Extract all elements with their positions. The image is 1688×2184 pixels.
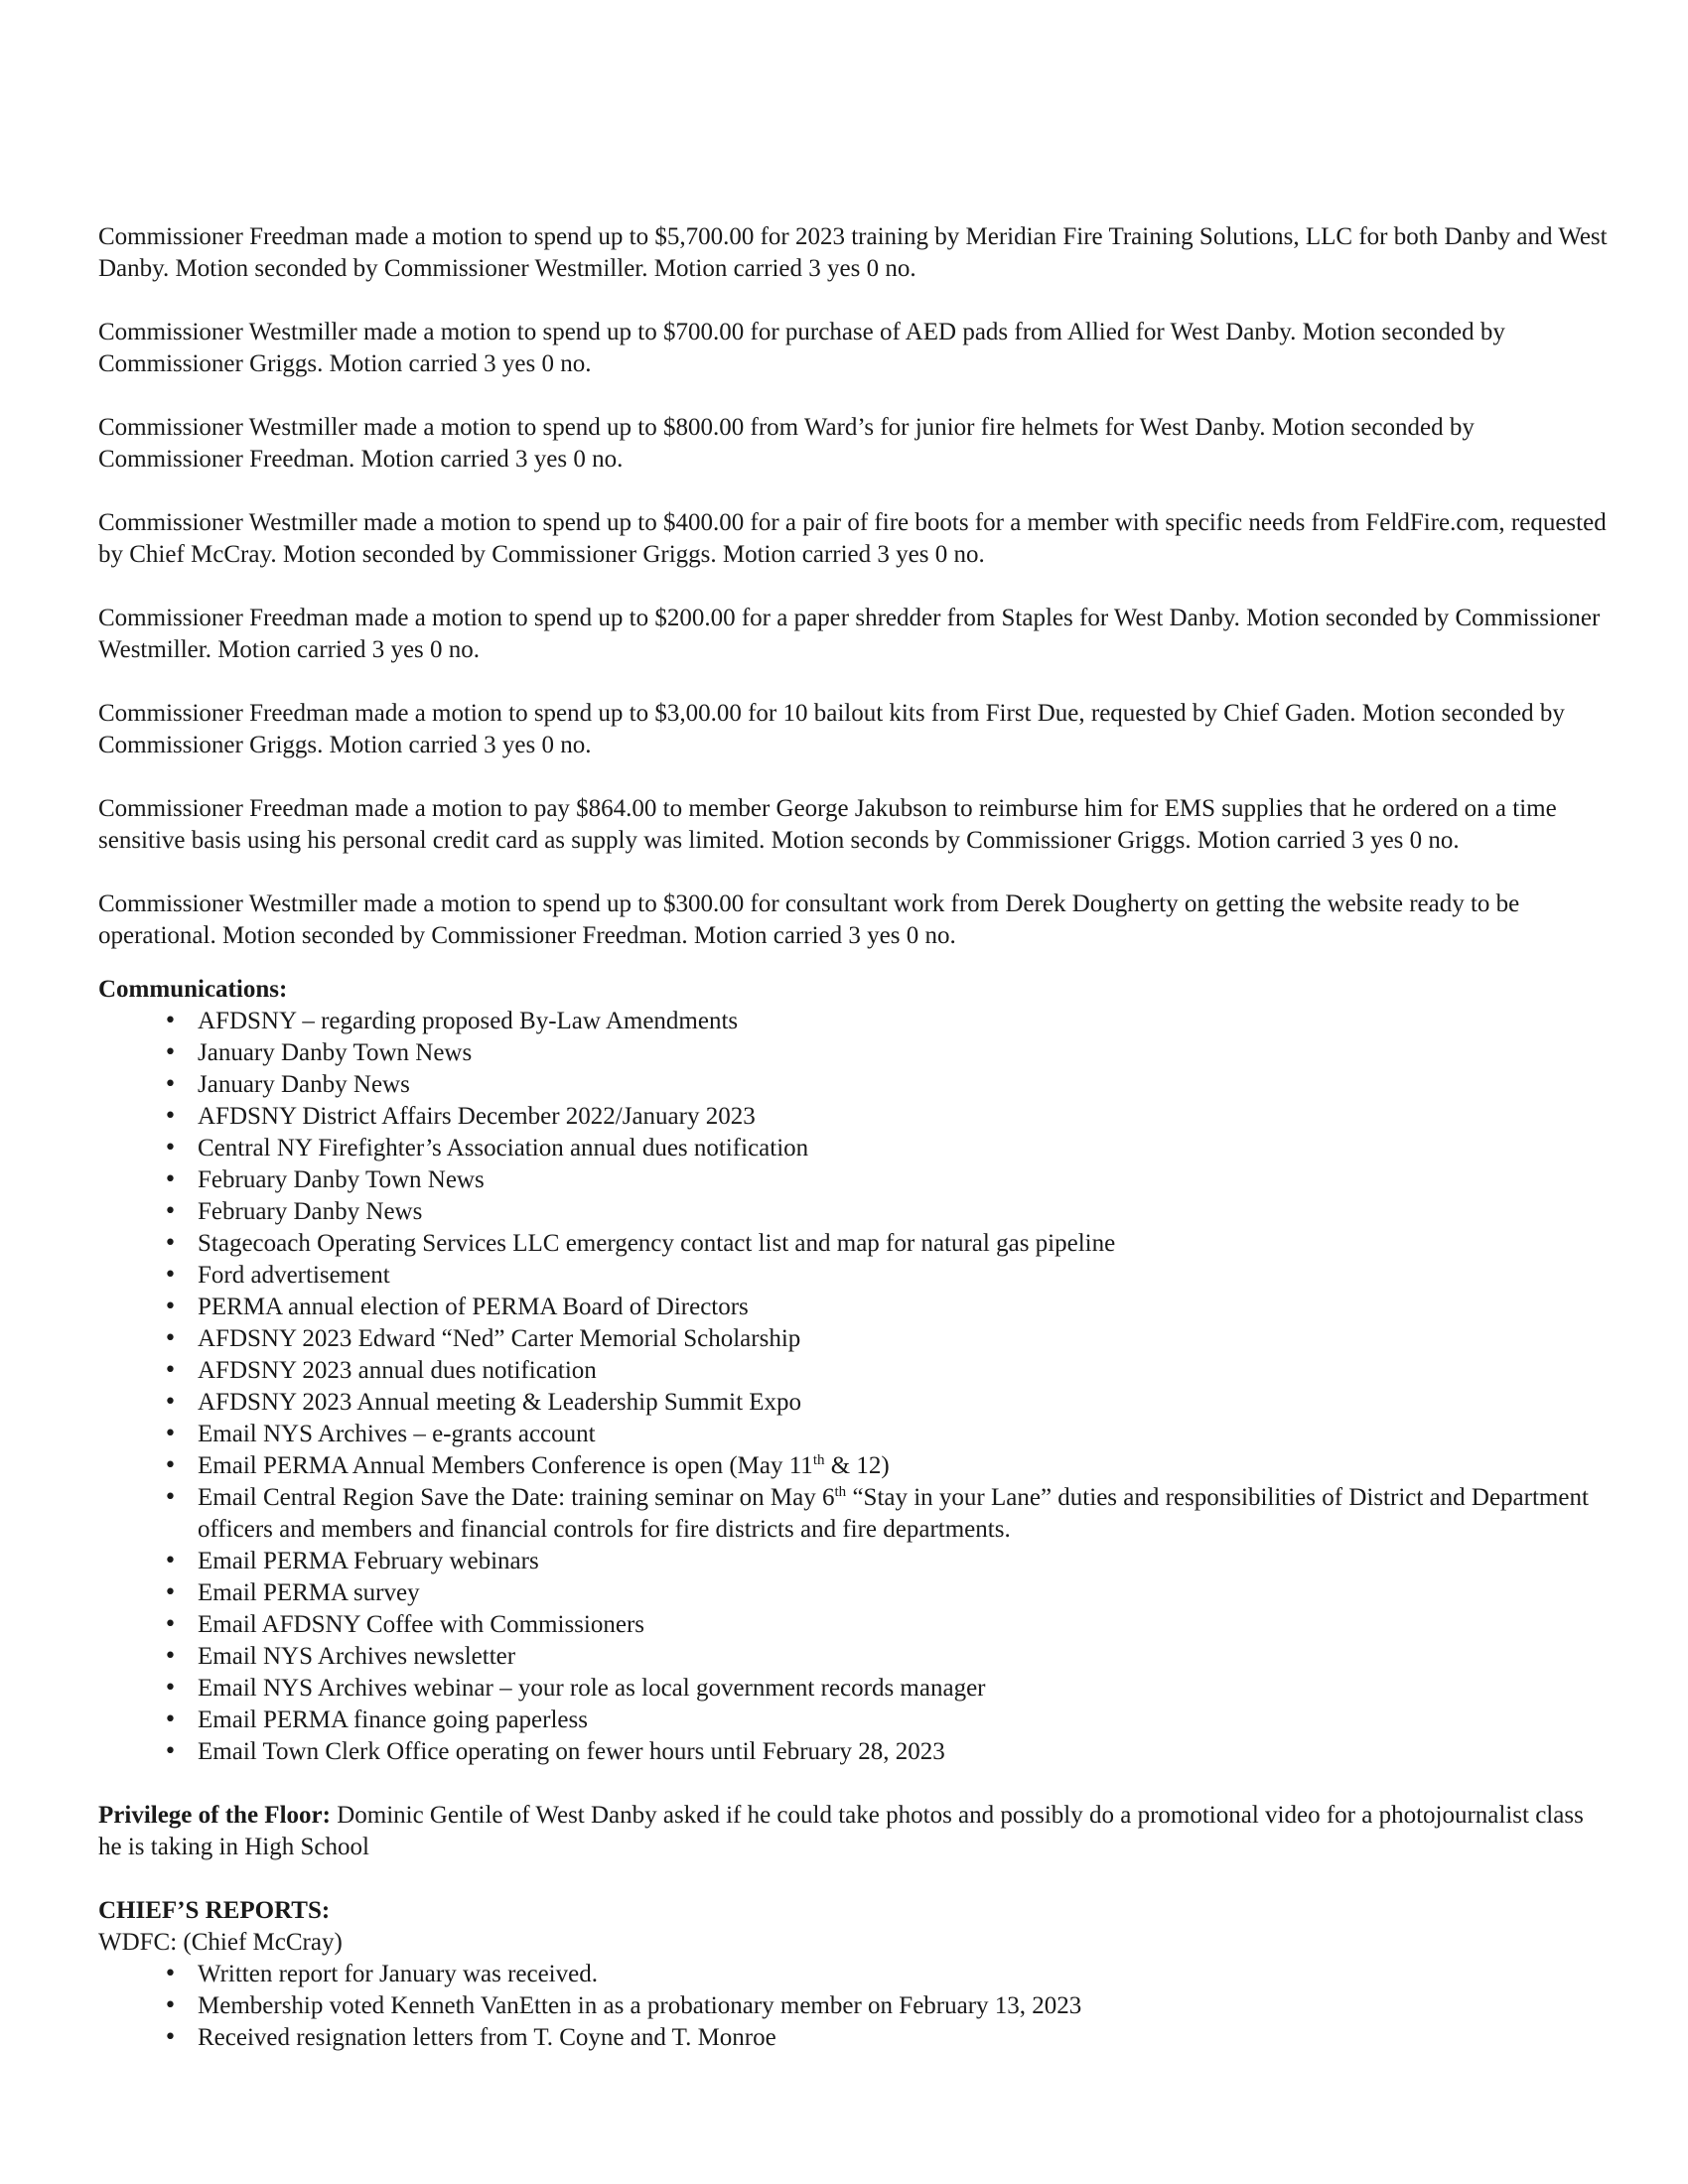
chiefs-reports-list (98, 1959, 1608, 2054)
list-item: • Email NYS Archives – e-grants account (98, 1419, 1608, 1450)
motion-paragraph: Commissioner Freedman made a motion to spend up to $3,00.00 for 10 bailout kits from First Due, requested by Chief Gaden. Motion seconded by Commissioner Griggs. Motion carried 3 yes 0 no. (98, 700, 1565, 758)
communications-list (98, 1006, 1608, 1768)
motion-paragraph: Commissioner Westmiller made a motion to spend up to $400.00 for a pair of fire boots for a member with specific needs from FeldFire.com, requested by Chief McCray. Motion seconded by Commissioner Griggs. Motion carried 3 yes 0 no. (98, 509, 1607, 568)
motion-paragraph: Commissioner Westmiller made a motion to spend up to $700.00 for purchase of AED pads from Allied for West Danby. Motion seconded by Commissioner Griggs. Motion carried 3 yes 0 no. (98, 319, 1505, 377)
motion-paragraph: Commissioner Freedman made a motion to pay $864.00 to member George Jakubson to reimburse him for EMS supplies that he ordered on a time sensitive basis using his personal credit card as supply was limited. Motion seconds by Commissioner Griggs. Motion carried 3 yes 0 no. (98, 795, 1557, 854)
ordinal-suffix: th (834, 1484, 847, 1500)
motion-paragraph: Commissioner Freedman made a motion to spend up to $5,700.00 for 2023 training by Meridian Fire Training Solutions, LLC for both Danby and West Danby. Motion seconded by Commissioner Westmiller. Motion carried 3 yes 0 no. (98, 223, 1608, 282)
motion-paragraph: Commissioner Freedman made a motion to spend up to $200.00 for a paper shredder from Staples for West Danby. Motion seconded by Commissioner Westmiller. Motion carried 3 yes 0 no. (98, 605, 1601, 663)
list-item: • Email AFDSNY Coffee with Commissioners (98, 1609, 1608, 1641)
list-item-perma-conference (98, 1450, 1608, 1482)
list-item: • Ford advertisement (98, 1260, 1608, 1292)
list-item: • February Danby Town News (98, 1164, 1608, 1196)
list-item: • Email PERMA survey (98, 1577, 1608, 1609)
list-item: • February Danby News (98, 1196, 1608, 1228)
communications-heading: Communications: (98, 976, 288, 1003)
chiefs-reports-subheading: WDFC: (Chief McCray) (98, 1929, 343, 1956)
item-text: & 12) (824, 1452, 890, 1479)
privilege-label: Privilege of the Floor: (98, 1802, 331, 1829)
list-item: • January Danby Town News (98, 1037, 1608, 1069)
list-item: • Membership voted Kenneth VanEtten in as a probationary member on February 13, 2023 (98, 1990, 1608, 2022)
list-item: • Stagecoach Operating Services LLC emergency contact list and map for natural gas pipeline (98, 1228, 1608, 1260)
item-text: Email PERMA Annual Members Conference is open (May 11 (198, 1452, 813, 1479)
list-item: • AFDSNY 2023 Annual meeting & Leadership Summit Expo (98, 1387, 1608, 1419)
list-item: • Email PERMA February webinars (98, 1546, 1608, 1577)
list-item: • AFDSNY 2023 annual dues notification (98, 1355, 1608, 1387)
motion-paragraph: Commissioner Westmiller made a motion to spend up to $300.00 for consultant work from Derek Dougherty on getting the website ready to be operational. Motion seconded by Commissioner Freedman. Motion carried 3 yes 0 no. (98, 890, 1520, 949)
list-item: • January Danby News (98, 1069, 1608, 1101)
list-item: • AFDSNY District Affairs December 2022/January 2023 (98, 1101, 1608, 1133)
list-item-central-region (98, 1482, 1608, 1546)
list-item: • Email PERMA finance going paperless (98, 1705, 1608, 1736)
chiefs-reports-heading: CHIEF’S REPORTS: (98, 1897, 331, 1924)
list-item: • AFDSNY 2023 Edward “Ned” Carter Memorial Scholarship (98, 1323, 1608, 1355)
list-item: • Written report for January was received. (98, 1959, 1608, 1990)
ordinal-suffix: th (812, 1452, 825, 1468)
item-text: “Stay in your Lane” duties and responsibilities of District and Department officers and members and financial controls for fire districts and fire departments. (198, 1484, 1589, 1543)
list-item: • AFDSNY – regarding proposed By-Law Amendments (98, 1006, 1608, 1037)
spacer (98, 1768, 1608, 1800)
privilege-text: Dominic Gentile of West Danby asked if he could take photos and possibly do a promotional video for a photojournalist class he is taking in High School (98, 1802, 1584, 1860)
motion-paragraph: Commissioner Westmiller made a motion to spend up to $800.00 from Ward’s for junior fire helmets for West Danby. Motion seconded by Commissioner Freedman. Motion carried 3 yes 0 no. (98, 414, 1475, 473)
list-item: • Received resignation letters from T. Coyne and T. Monroe (98, 2022, 1608, 2054)
list-item: • Email Town Clerk Office operating on fewer hours until February 28, 2023 (98, 1736, 1608, 1768)
privilege-of-floor (98, 1800, 1608, 1863)
list-item: • Email NYS Archives newsletter (98, 1641, 1608, 1673)
list-item: • Email NYS Archives webinar – your role as local government records manager (98, 1673, 1608, 1705)
document-body (98, 221, 1608, 2054)
list-item: • PERMA annual election of PERMA Board of Directors (98, 1292, 1608, 1323)
list-item: • Central NY Firefighter’s Association annual dues notification (98, 1133, 1608, 1164)
item-text: Email Central Region Save the Date: training seminar on May 6 (198, 1484, 835, 1511)
